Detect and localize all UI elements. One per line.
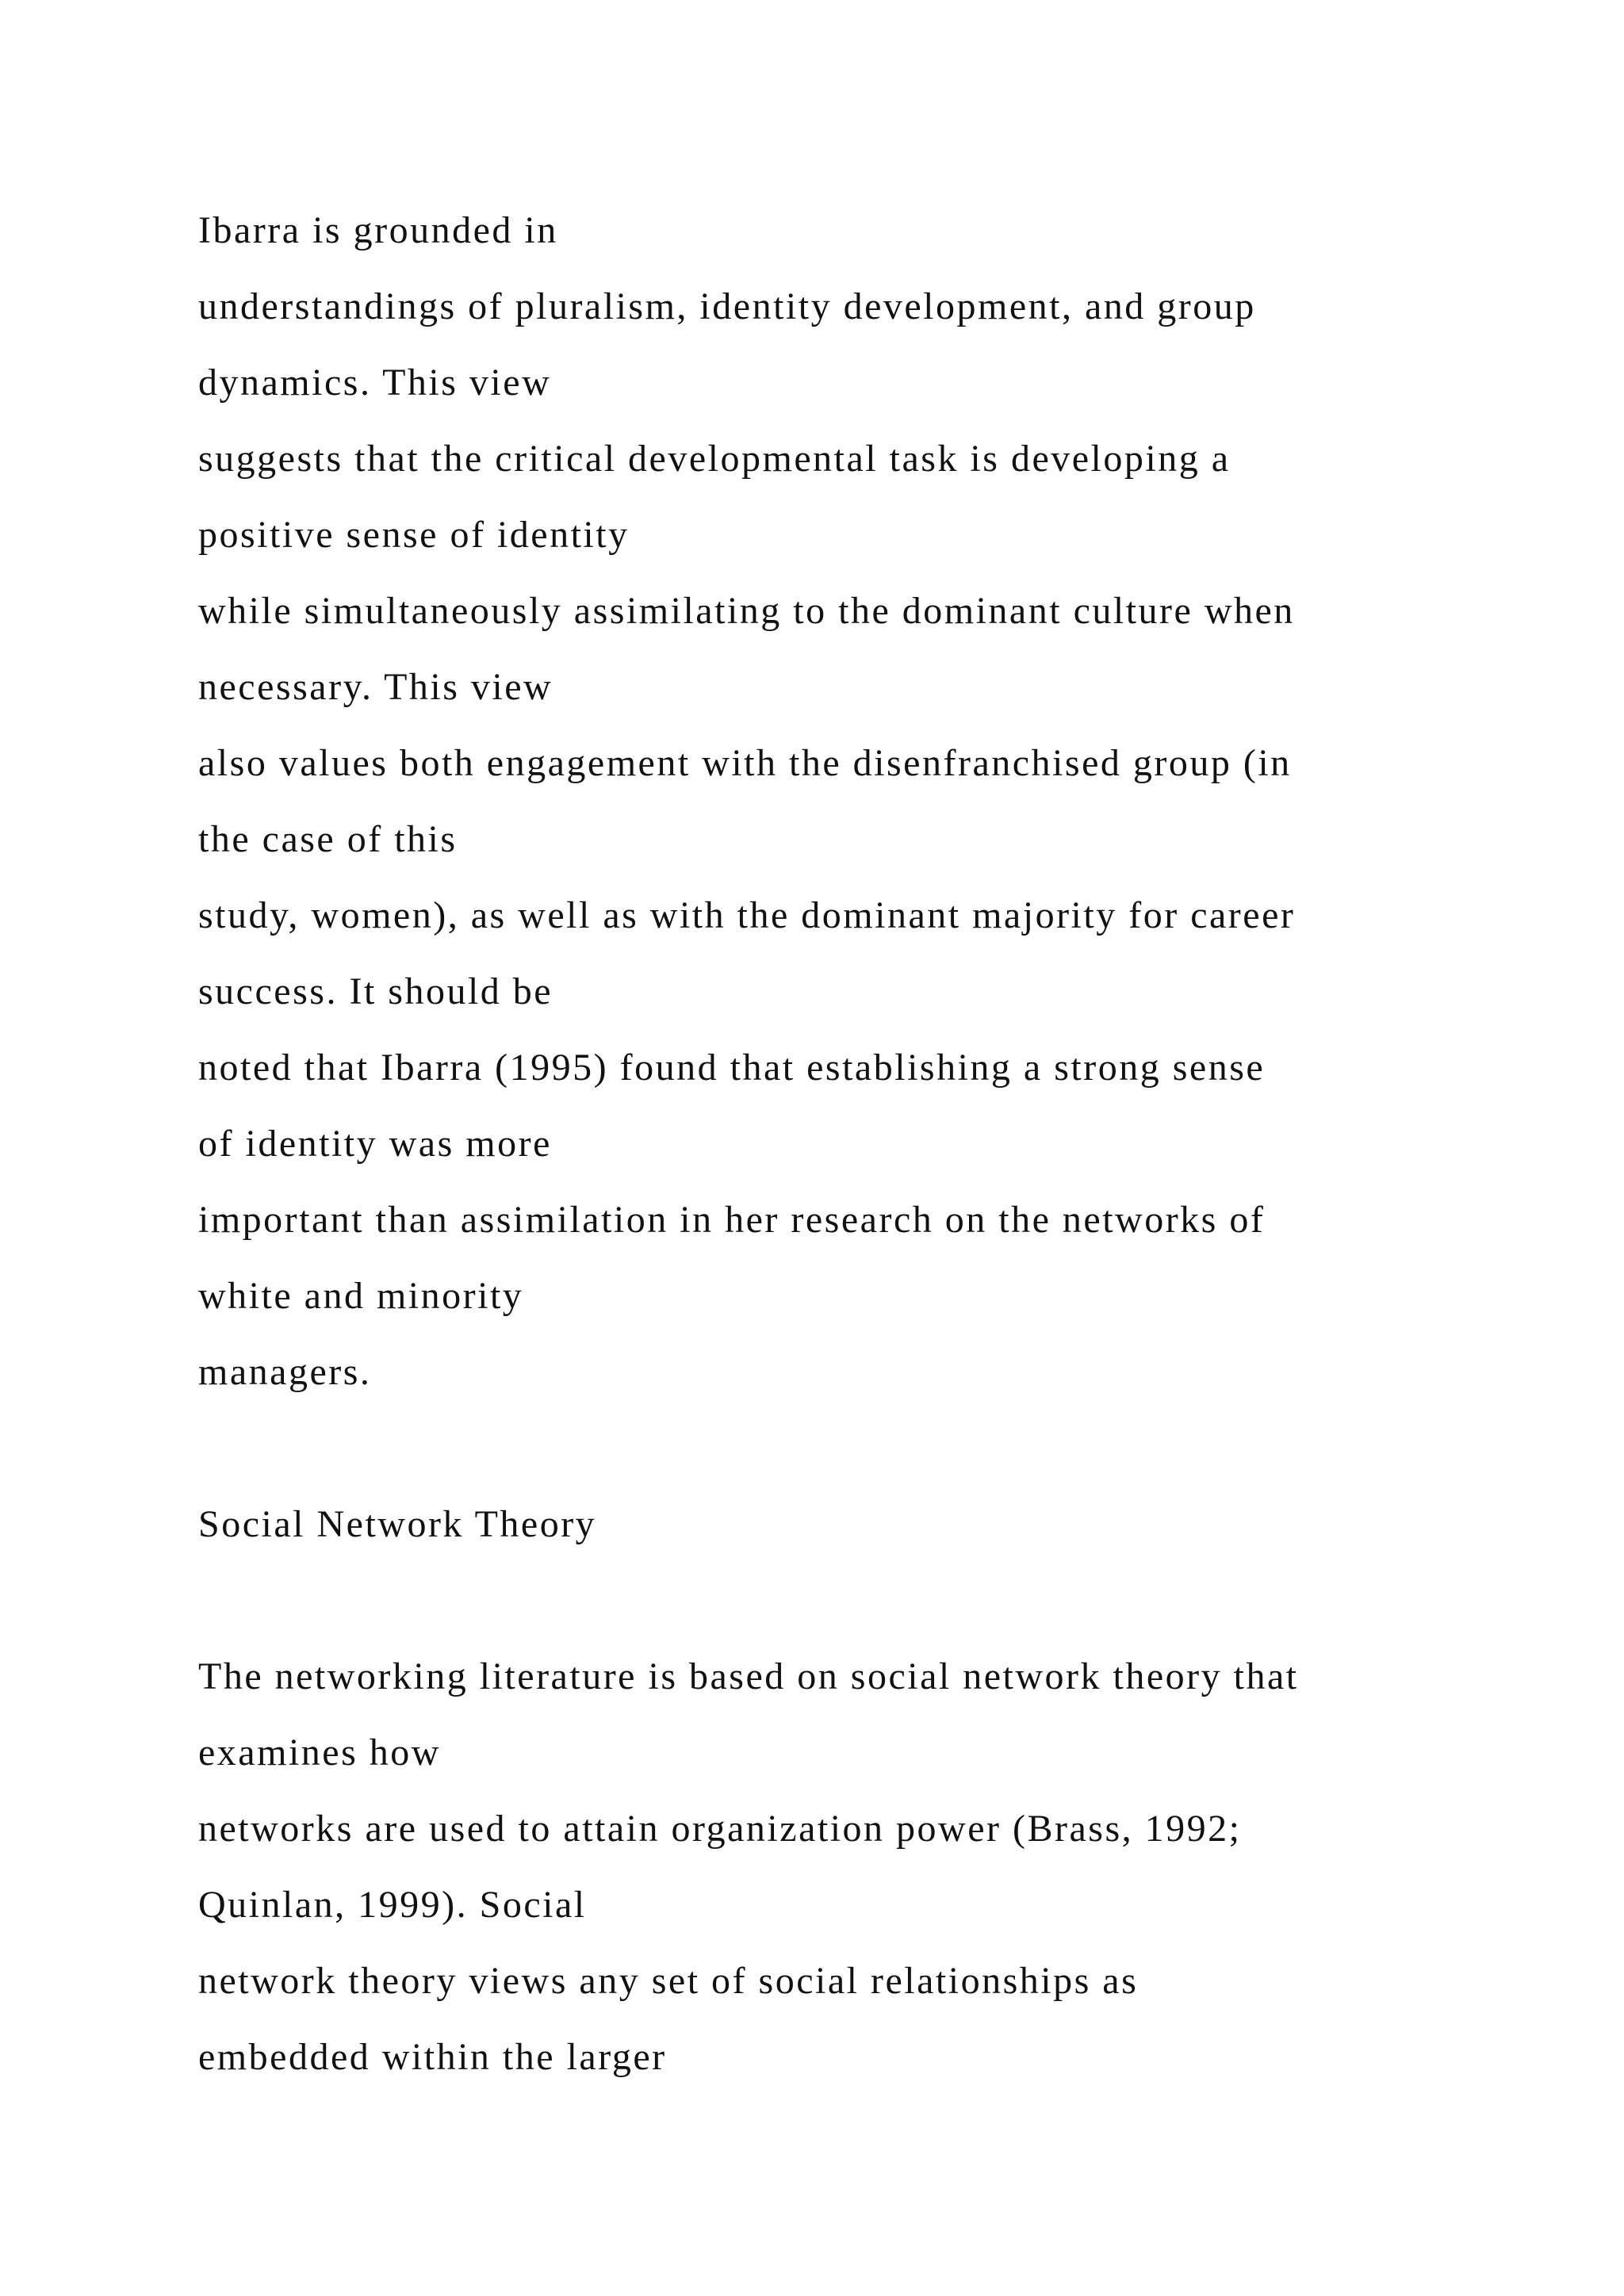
paragraph-spacer [198, 1410, 1546, 1487]
text-line: the case of this [198, 818, 458, 860]
text-line: networks are used to attain organization power (Brass, 1992; [198, 1808, 1242, 1850]
paragraph-pluralism [198, 193, 1546, 1410]
text-line: white and minority [198, 1275, 524, 1317]
paragraph-network-theory [198, 1639, 1546, 2095]
section-heading: Social Network Theory [198, 1503, 597, 1545]
text-line: embedded within the larger [198, 2036, 667, 2078]
text-line: necessary. This view [198, 666, 553, 708]
text-line: Ibarra is grounded in [198, 209, 558, 251]
text-line: suggests that the critical developmental task is developing a [198, 438, 1231, 480]
document-body [198, 193, 1546, 2095]
text-line: success. It should be [198, 970, 553, 1012]
text-line: positive sense of identity [198, 514, 630, 556]
text-line: study, women), as well as with the dominant majority for career [198, 894, 1296, 936]
text-line: examines how [198, 1732, 441, 1774]
text-line: while simultaneously assimilating to the dominant culture when [198, 590, 1295, 632]
text-line: also values both engagement with the disenfranchised group (in [198, 742, 1292, 784]
text-line: understandings of pluralism, identity development, and group [198, 285, 1256, 327]
text-line: noted that Ibarra (1995) found that establishing a strong sense [198, 1047, 1266, 1089]
text-line: network theory views any set of social relationships as [198, 1960, 1139, 2002]
text-line: important than assimilation in her research on the networks of [198, 1199, 1266, 1241]
text-line: managers. [198, 1351, 372, 1393]
text-line: of identity was more [198, 1123, 552, 1165]
text-line: Quinlan, 1999). Social [198, 1884, 587, 1926]
paragraph-spacer [198, 1563, 1546, 1639]
text-line: dynamics. This view [198, 362, 552, 404]
text-line: The networking literature is based on social network theory that [198, 1655, 1299, 1697]
